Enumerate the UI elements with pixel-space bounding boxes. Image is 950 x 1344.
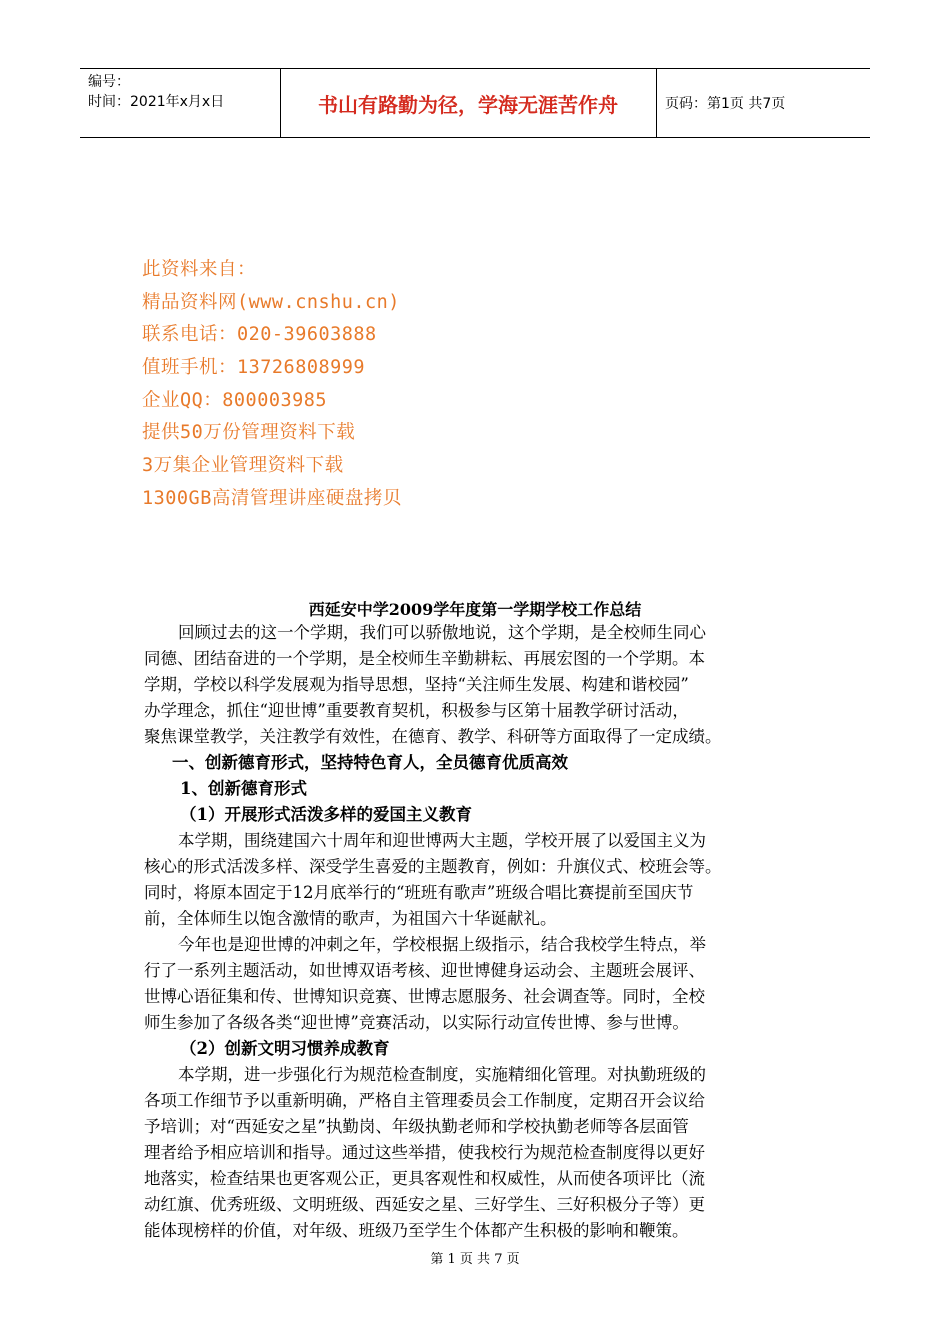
ad-line: 提供50万份管理资料下载	[142, 422, 356, 444]
paragraph-line: 今年也是迎世博的冲刺之年，学校根据上级指示，结合我校学生特点，举	[178, 935, 706, 954]
document-header	[80, 68, 870, 138]
ad-line: 3万集企业管理资料下载	[142, 455, 344, 477]
header-page-info: 页码：第1页 共7页	[665, 96, 786, 112]
paragraph-line: 动红旗、优秀班级、文明班级、西延安之星、三好学生、三好积极分子等）更	[144, 1195, 705, 1214]
paragraph-line: 前，全体师生以饱含激情的歌声，为祖国六十华诞献礼。	[144, 909, 557, 928]
paragraph-line: 核心的形式活泼多样、深受学生喜爱的主题教育，例如：升旗仪式、校班会等。	[144, 857, 722, 876]
ad-line: 1300GB高清管理讲座硬盘拷贝	[142, 487, 402, 509]
ad-line: 精品资料网(www.cnshu.cn)	[142, 291, 400, 313]
ad-line: 此资料来自：	[142, 259, 257, 280]
paragraph-line: 本学期，围绕建国六十周年和迎世博两大主题，学校开展了以爱国主义为	[178, 831, 706, 850]
header-motto: 书山有路勤为径，学海无涯苦作舟	[280, 69, 657, 137]
paragraph-line: 同时，将原本固定于12月底举行的“班班有歌声”班级合唱比赛提前至国庆节	[144, 883, 694, 902]
paragraph-line: 同德、团结奋进的一个学期，是全校师生辛勤耕耘、再展宏图的一个学期。本	[144, 649, 705, 668]
paragraph-line: 学期，学校以科学发展观为指导思想，坚持“关注师生发展、构建和谐校园”	[144, 675, 689, 694]
header-meta-cell	[80, 69, 281, 137]
section-heading: 一、创新德育形式，坚持特色育人，全员德育优质高效	[172, 753, 568, 772]
paragraph-line: 行了一系列主题活动，如世博双语考核、迎世博健身运动会、主题班会展评、	[144, 961, 705, 980]
ad-line: 企业QQ：800003985	[142, 389, 328, 411]
ad-line: 值班手机：13726808999	[142, 357, 366, 379]
number-label: 编号：	[88, 74, 130, 90]
paragraph-line: 能体现榜样的价值，对年级、班级乃至学生个体都产生积极的影响和鞭策。	[144, 1221, 689, 1240]
document-title: 西延安中学2009学年度第一学期学校工作总结	[308, 600, 642, 619]
paragraph-line: 地落实，检查结果也更客观公正，更具客观性和权威性，从而使各项评比（流	[144, 1169, 705, 1188]
subsubsection-heading: （1）开展形式活泼多样的爱国主义教育	[180, 805, 472, 824]
paragraph-line: 师生参加了各级各类“迎世博”竞赛活动，以实际行动宣传世博、参与世博。	[144, 1013, 689, 1032]
ad-line: 联系电话：020-39603888	[142, 324, 377, 346]
subsubsection-heading: （2）创新文明习惯养成教育	[180, 1039, 390, 1058]
paragraph-line: 予培训；对“西延安之星”执勤岗、年级执勤老师和学校执勤老师等各层面管	[144, 1117, 689, 1136]
paragraph-line: 本学期，进一步强化行为规范检查制度，实施精细化管理。对执勤班级的	[178, 1065, 706, 1084]
paragraph-line: 理者给予相应培训和指导。通过这些举措，使我校行为规范检查制度得以更好	[144, 1143, 705, 1162]
paragraph-line: 聚焦课堂教学，关注教学有效性，在德育、教学、科研等方面取得了一定成绩。	[144, 727, 722, 746]
source-ad-block	[142, 254, 402, 516]
paragraph-line: 各项工作细节予以重新明确，严格自主管理委员会工作制度，定期召开会议给	[144, 1091, 705, 1110]
subsection-heading: 1、创新德育形式	[180, 779, 307, 798]
document-body	[144, 620, 806, 1244]
date-label: 时间：2021年x月x日	[88, 94, 225, 110]
page-footer: 第 1 页 共 7 页	[430, 1252, 520, 1267]
paragraph-line: 世博心语征集和传、世博知识竞赛、世博志愿服务、社会调查等。同时，全校	[144, 987, 705, 1006]
paragraph-line: 回顾过去的这一个学期，我们可以骄傲地说，这个学期，是全校师生同心	[178, 623, 706, 642]
paragraph-line: 办学理念，抓住“迎世博”重要教育契机，积极参与区第十届教学研讨活动，	[144, 701, 689, 720]
